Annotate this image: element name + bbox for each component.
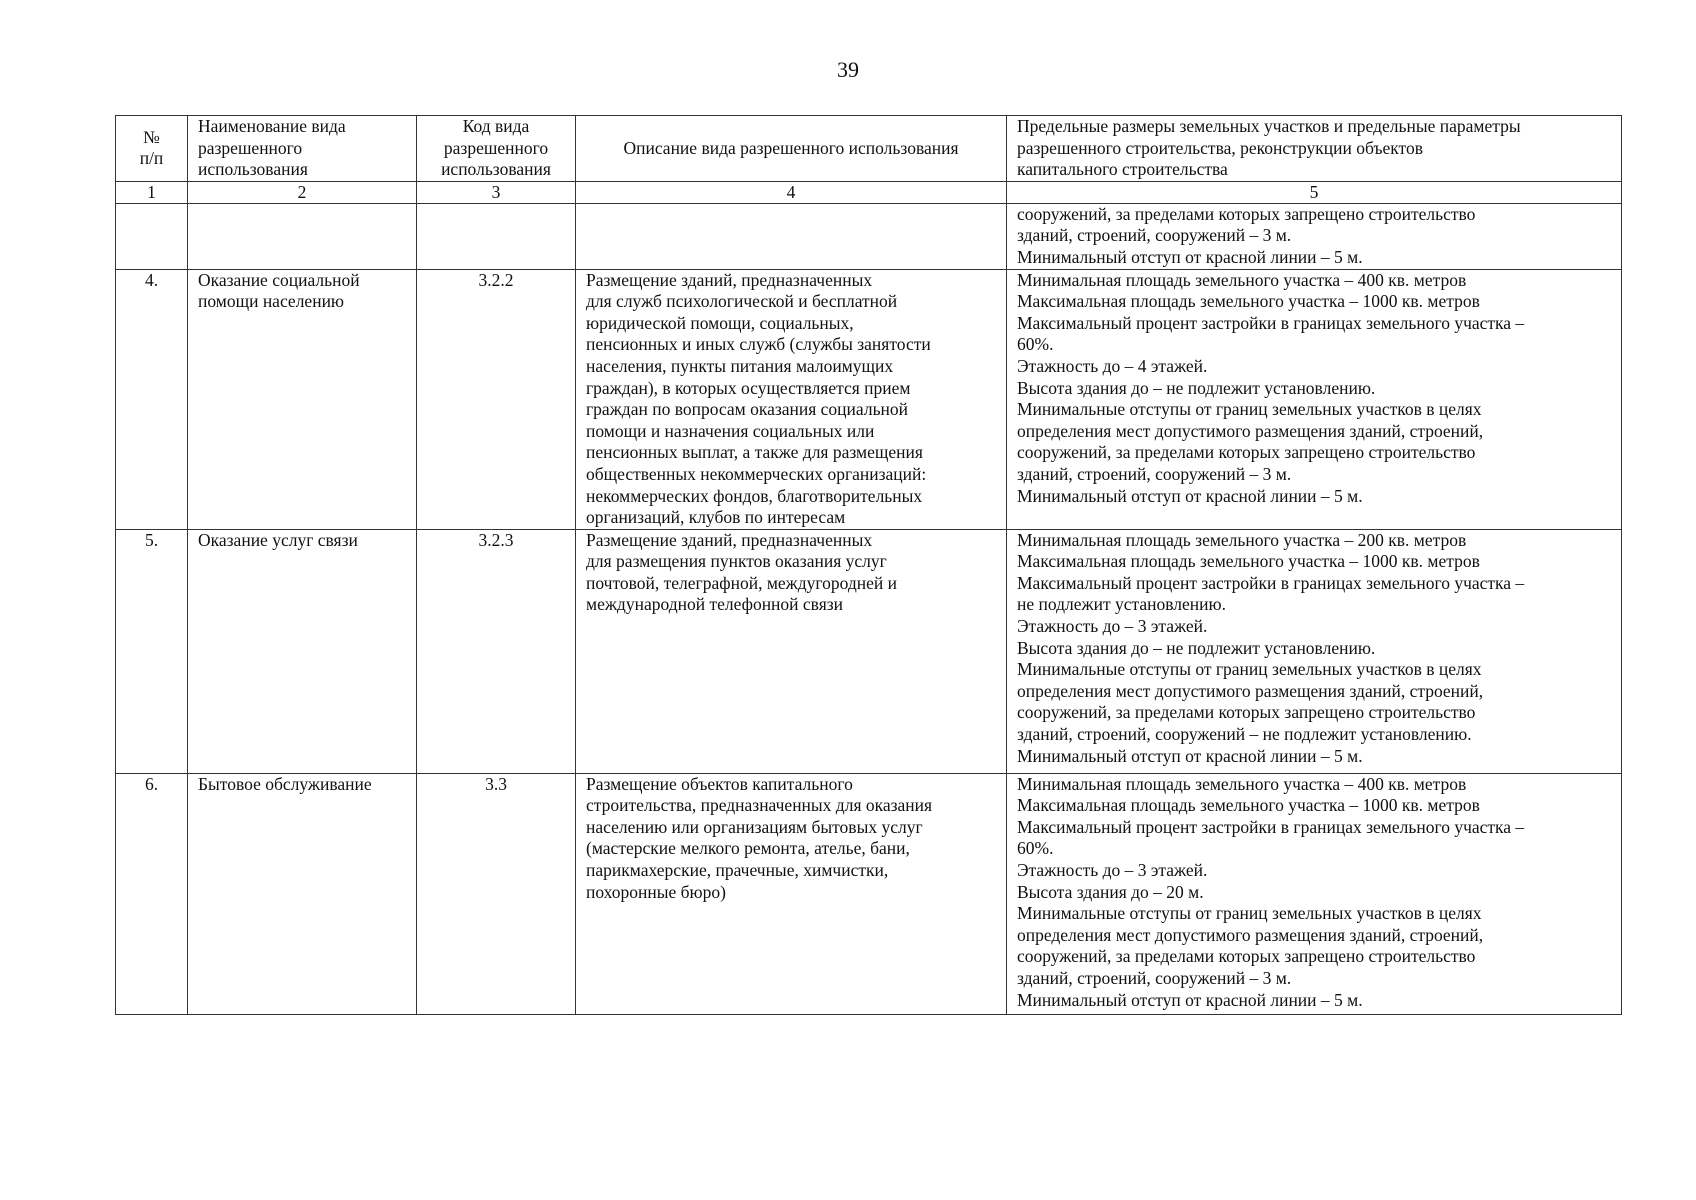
row-use-name: Бытовое обслуживание (188, 773, 417, 1014)
row-limit-parameters: сооружений, за пределами которых запрещено строительство зданий, строений, сооружений – 3 м. Минимальный отступ от красной линии – 5 м. (1007, 203, 1622, 269)
row-limit-parameters: Минимальная площадь земельного участка – 400 кв. метров Максимальная площадь земельного участка – 1000 кв. метров Максимальный процент застройки в границах земельного участка – 60%. Этажность до – 3 этажей. Высота здания до – 20 м. Минимальные отступы от границ земельных участков в целях определения мест допустимого размещения зданий, строений, сооружений, за пределами которых запрещено строительство зданий, строений, сооружений – 3 м. Минимальный отступ от красной линии – 5 м. (1007, 773, 1622, 1014)
row-use-name: Оказание услуг связи (188, 529, 417, 773)
header-use-description: Описание вида разрешенного использования (576, 116, 1007, 182)
table-row-continuation (116, 203, 1622, 269)
header-number: № п/п (116, 116, 188, 182)
row-use-code (417, 203, 576, 269)
column-number: 5 (1007, 181, 1622, 203)
row-use-description: Размещение объектов капитального строительства, предназначенных для оказания населению или организациям бытовых услуг (мастерские мелкого ремонта, ателье, бани, парикмахерские, прачечные, химчистки, похоронные бюро) (576, 773, 1007, 1014)
row-use-code: 3.2.3 (417, 529, 576, 773)
row-use-code: 3.2.2 (417, 269, 576, 529)
row-number: 5. (116, 529, 188, 773)
column-number: 3 (417, 181, 576, 203)
row-use-description (576, 203, 1007, 269)
row-use-name (188, 203, 417, 269)
row-use-name: Оказание социальной помощи населению (188, 269, 417, 529)
column-number: 4 (576, 181, 1007, 203)
header-use-code: Код вида разрешенного использования (417, 116, 576, 182)
table-header-row (116, 116, 1622, 182)
header-limit-parameters: Предельные размеры земельных участков и предельные параметры разрешенного строительства, реконструкции объектов капитального строительства (1007, 116, 1622, 182)
row-number: 6. (116, 773, 188, 1014)
row-use-description: Размещение зданий, предназначенных для размещения пунктов оказания услуг почтовой, телеграфной, междугородней и международной телефонной связи (576, 529, 1007, 773)
table-row (116, 773, 1622, 1014)
column-number: 2 (188, 181, 417, 203)
row-use-code: 3.3 (417, 773, 576, 1014)
land-use-table (115, 115, 1622, 1015)
row-limit-parameters: Минимальная площадь земельного участка – 400 кв. метров Максимальная площадь земельного участка – 1000 кв. метров Максимальный процент застройки в границах земельного участка – 60%. Этажность до – 4 этажей. Высота здания до – не подлежит установлению. Минимальные отступы от границ земельных участков в целях определения мест допустимого размещения зданий, строений, сооружений, за пределами которых запрещено строительство зданий, строений, сооружений – 3 м. Минимальный отступ от красной линии – 5 м. (1007, 269, 1622, 529)
table-row (116, 529, 1622, 773)
row-number (116, 203, 188, 269)
row-use-description: Размещение зданий, предназначенных для служб психологической и бесплатной юридической помощи, социальных, пенсионных и иных служб (службы занятости населения, пункты питания малоимущих граждан), в которых осуществляется прием граждан по вопросам оказания социальной помощи и назначения социальных или пенсионных выплат, а также для размещения общественных некоммерческих организаций: некоммерческих фондов, благотворительных организаций, клубов по интересам (576, 269, 1007, 529)
table-row (116, 269, 1622, 529)
header-use-name: Наименование вида разрешенного использования (188, 116, 417, 182)
column-number: 1 (116, 181, 188, 203)
row-number: 4. (116, 269, 188, 529)
column-number-row (116, 181, 1622, 203)
page-number: 39 (837, 57, 859, 82)
row-limit-parameters: Минимальная площадь земельного участка – 200 кв. метров Максимальная площадь земельного участка – 1000 кв. метров Максимальный процент застройки в границах земельного участка – не подлежит установлению. Этажность до – 3 этажей. Высота здания до – не подлежит установлению. Минимальные отступы от границ земельных участков в целях определения мест допустимого размещения зданий, строений, сооружений, за пределами которых запрещено строительство зданий, строений, сооружений – не подлежит установлению. Минимальный отступ от красной линии – 5 м. (1007, 529, 1622, 773)
